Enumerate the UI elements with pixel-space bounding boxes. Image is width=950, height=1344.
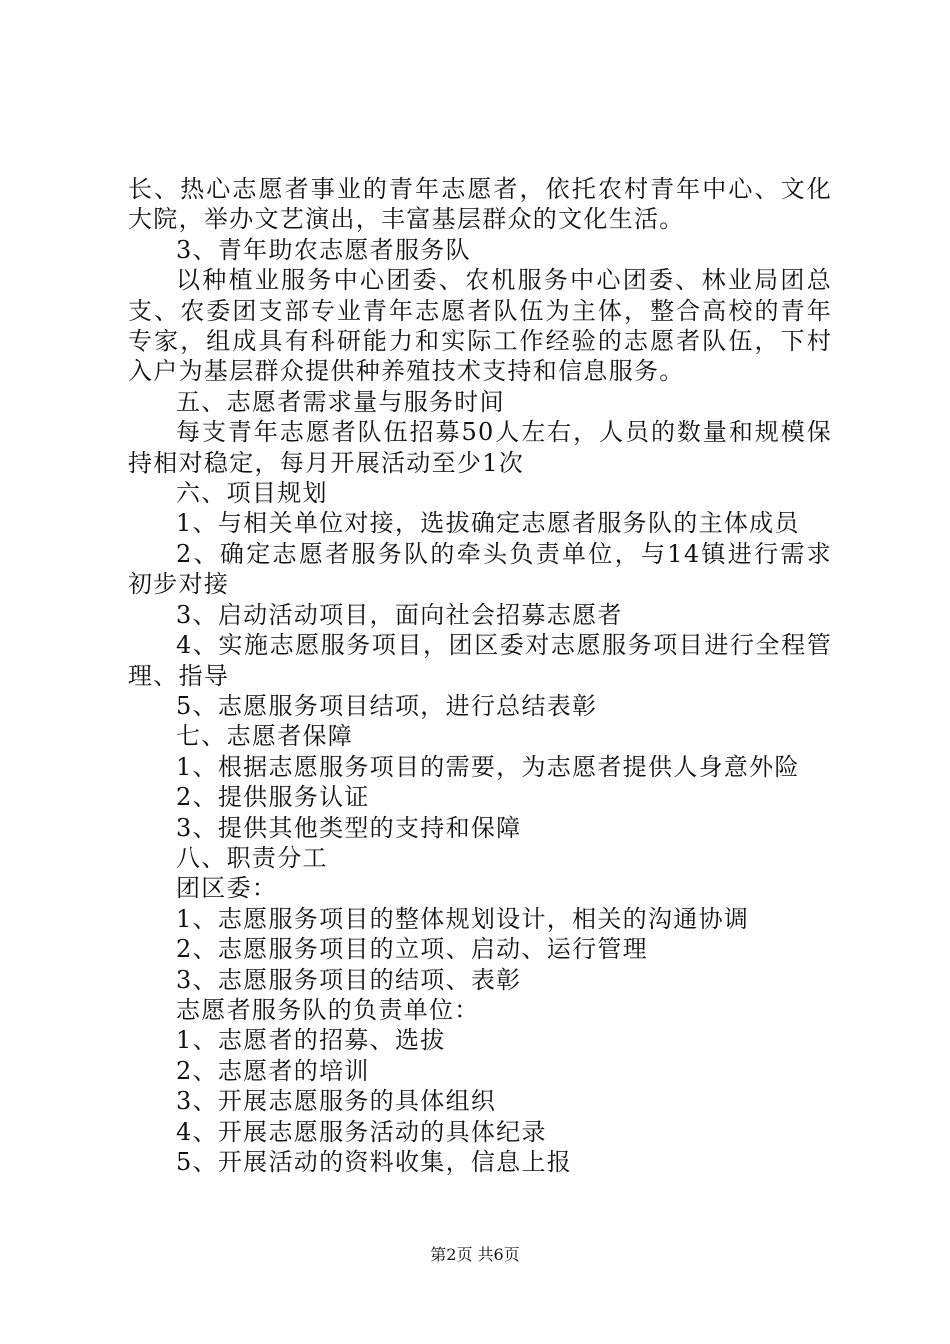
list-item: 3、提供其他类型的支持和保障: [176, 813, 522, 842]
paragraph: 长、热心志愿者事业的青年志愿者，依托农村青年中心、文化大院，举办文艺演出，丰富基层群众的文化生活。: [128, 175, 832, 234]
section-heading: 六、项目规划: [176, 479, 328, 508]
sub-heading: 志愿者服务队的负责单位：: [176, 995, 480, 1024]
list-item: 1、根据志愿服务项目的需要，为志愿者提供人身意外险: [176, 752, 800, 781]
list-item: 1、与相关单位对接，选拔确定志愿者服务队的主体成员: [176, 509, 800, 538]
section-heading: 七、志愿者保障: [176, 722, 354, 751]
paragraph: 每支青年志愿者队伍招募50人左右，人员的数量和规模保持相对稳定，每月开展活动至少1次: [128, 418, 832, 477]
sub-heading: 团区委：: [176, 874, 278, 903]
page-number-footer: 第2页 共6页: [430, 1245, 520, 1264]
list-item: 1、志愿服务项目的整体规划设计，相关的沟通协调: [176, 904, 750, 933]
list-item: 5、志愿服务项目结项，进行总结表彰: [176, 691, 598, 720]
list-item: 2、志愿服务项目的立项、启动、运行管理: [176, 935, 648, 964]
document-body: [128, 174, 832, 1177]
list-item: 2、提供服务认证: [176, 783, 370, 812]
list-item: 3、志愿服务项目的结项、表彰: [176, 965, 522, 994]
paragraph: 3、青年助农志愿者服务队: [176, 235, 471, 264]
list-item: 3、启动活动项目，面向社会招募志愿者: [176, 600, 623, 629]
list-item: 3、开展志愿服务的具体组织: [176, 1087, 497, 1116]
list-item: 2、确定志愿者服务队的牵头负责单位，与14镇进行需求初步对接: [128, 539, 832, 599]
section-heading: 八、职责分工: [176, 843, 328, 872]
paragraph: 以种植业服务中心团委、农机服务中心团委、林业局团总支、农委团支部专业青年志愿者队伍为主体，整合高校的青年专家，组成具有科研能力和实际工作经验的志愿者队伍，下村入户为基层群众提供种养殖技术支持和信息服务。: [128, 266, 832, 386]
list-item: 1、志愿者的招募、选拔: [176, 1026, 446, 1055]
list-item: 4、实施志愿服务项目，团区委对志愿服务项目进行全程管理、指导: [128, 631, 832, 690]
list-item: 4、开展志愿服务活动的具体纪录: [176, 1117, 547, 1146]
section-heading: 五、志愿者需求量与服务时间: [176, 387, 505, 416]
list-item: 5、开展活动的资料收集，信息上报: [176, 1148, 573, 1176]
list-item: 2、志愿者的培训: [176, 1056, 370, 1085]
